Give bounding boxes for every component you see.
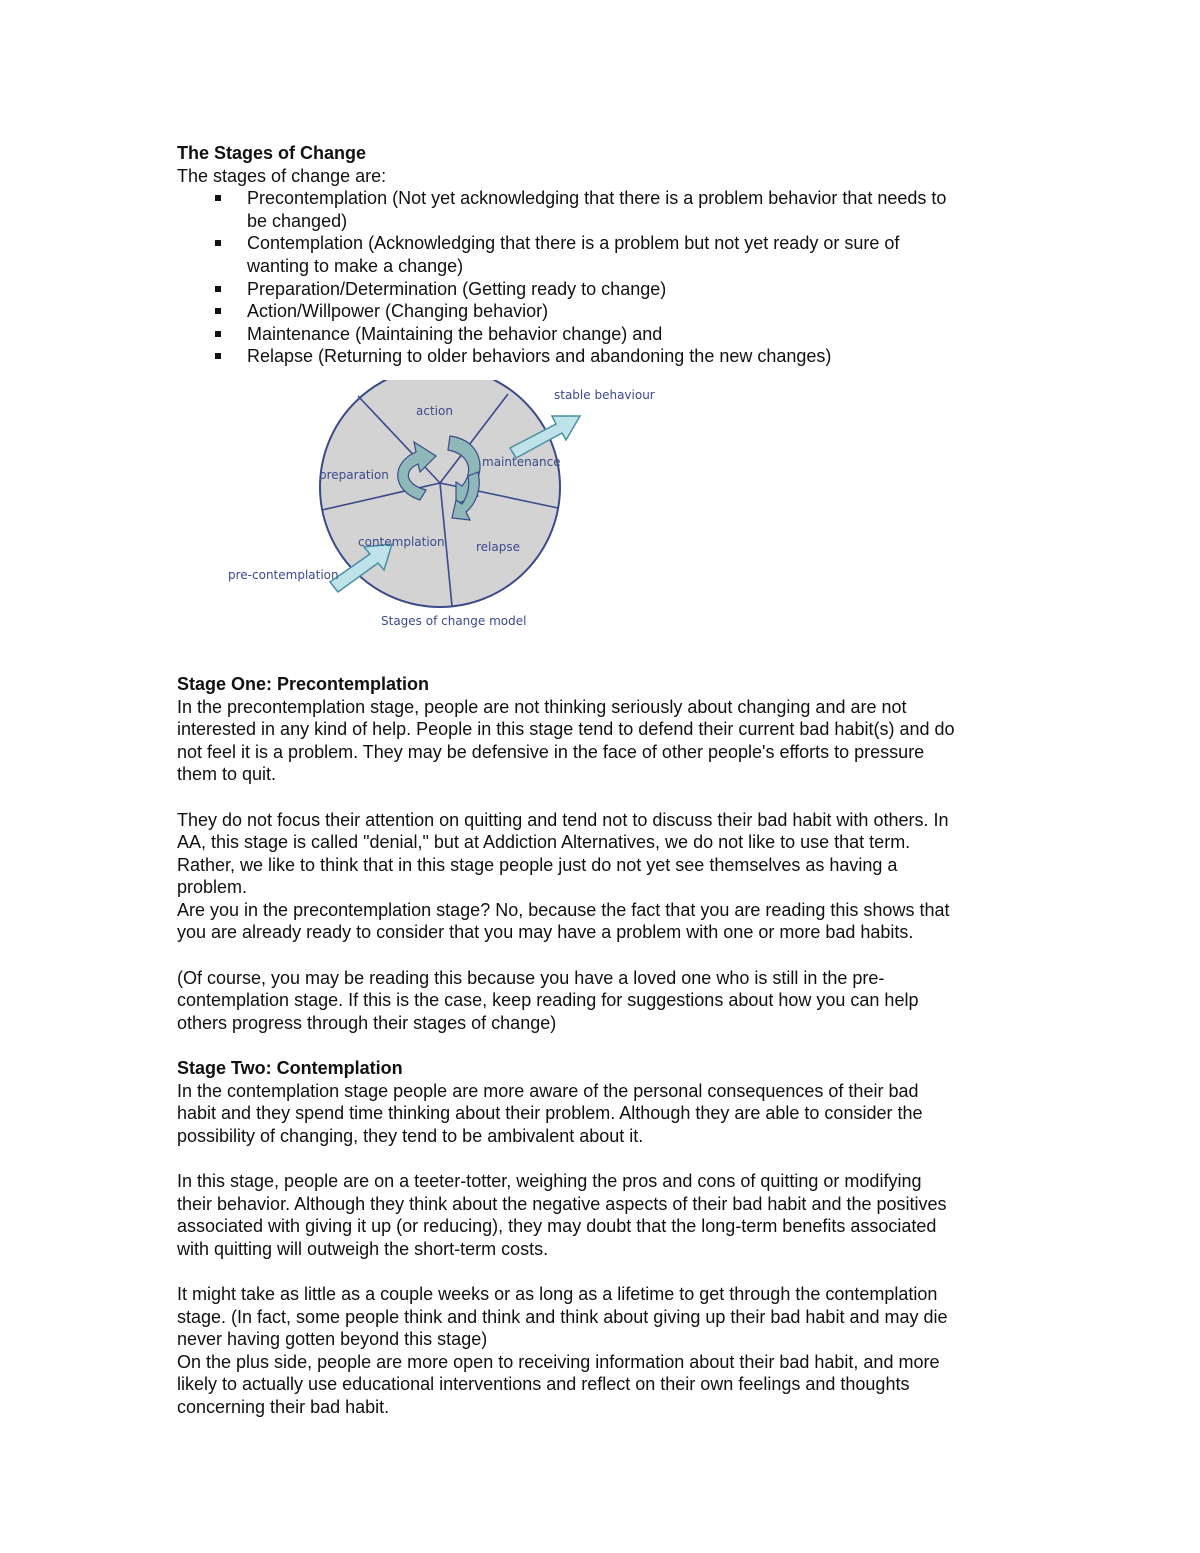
paragraph-line: others progress through their stages of change) [177,1012,557,1033]
section1-heading: Stage One: Precontemplation [177,673,430,694]
paragraph-line: They do not focus their attention on quitting and tend not to discuss their bad habit with others. In [177,809,949,830]
paragraph-gap [177,786,1037,809]
stage-line: Precontemplation (Not yet acknowledging that there is a problem behavior that needs to [247,188,947,209]
pre-contemplation-label: pre-contemplation [228,568,339,582]
document-content [177,142,1037,1419]
paragraph-line: AA, this stage is called "denial," but at Addiction Alternatives, we do not like to use that term. [177,832,911,853]
paragraph-line: likely to actually use educational interventions and reflect on their own feelings and thoughts [177,1374,910,1395]
bullet-icon [215,353,221,359]
paragraph-line: Are you in the precontemplation stage? No, because the fact that you are reading this shows that [177,899,950,920]
bullet-icon [215,308,221,314]
contemplation-label: contemplation [358,535,445,549]
paragraph-line: with quitting will outweigh the short-term costs. [177,1238,549,1259]
paragraph-line: problem. [177,877,248,898]
paragraph-line: concerning their bad habit. [177,1396,390,1417]
paragraph-line: stage. (In fact, some people think and think and think about giving up their bad habit and may die [177,1306,948,1327]
list-item [177,187,1037,232]
intro-text: The stages of change are: [177,165,387,186]
paragraph-line: their behavior. Although they think about the negative aspects of their bad habit and the positives [177,1193,947,1214]
paragraph-line: It might take as little as a couple weeks or as long as a lifetime to get through the contemplation [177,1283,938,1304]
paragraph-line: Rather, we like to think that in this stage people just do not yet see themselves as having a [177,854,898,875]
paragraph-line: In the precontemplation stage, people are not thinking seriously about changing and are not [177,696,907,717]
maintenance-label: maintenance [482,455,561,469]
stage-line: Preparation/Determination (Getting ready to change) [247,278,667,299]
stages-of-change-diagram [220,380,660,630]
paragraph-line: contemplation stage. If this is the case, keep reading for suggestions about how you can help [177,990,919,1011]
paragraph-line: never having gotten beyond this stage) [177,1329,488,1350]
diagram-caption: Stages of change model [381,614,527,628]
paragraph-line: (Of course, you may be reading this because you have a loved one who is still in the pre- [177,967,885,988]
stage-line: Contemplation (Acknowledging that there is a problem but not yet ready or sure of [247,233,900,254]
stage-line: Maintenance (Maintaining the behavior change) and [247,323,663,344]
paragraph-gap [177,1034,1037,1057]
list-item [177,232,1037,277]
bullet-icon [215,240,221,246]
stage-line: Relapse (Returning to older behaviors and abandoning the new changes) [247,346,832,367]
paragraph-line: In this stage, people are on a teeter-totter, weighing the pros and cons of quitting or modifying [177,1171,922,1191]
diagram-svg [220,380,660,630]
document-title: The Stages of Change [177,143,367,163]
stages-list [177,187,1037,368]
paragraph-line: On the plus side, people are more open to receiving information about their bad habit, and more [177,1351,940,1372]
paragraph-line: possibility of changing, they tend to be ambivalent about it. [177,1125,644,1146]
paragraph-line: associated with giving it up (or reducing), they may doubt that the long-term benefits associated [177,1216,937,1237]
stable-behaviour-label: stable behaviour [554,388,655,402]
stage-line: Action/Willpower (Changing behavior) [247,301,549,322]
paragraph-line: you are already ready to consider that you may have a problem with one or more bad habits. [177,922,914,943]
bullet-icon [215,331,221,337]
stage-line: wanting to make a change) [247,255,464,276]
paragraph-gap [177,944,1037,967]
list-item [177,345,1037,368]
paragraph-gap [177,1260,1037,1283]
relapse-label: relapse [476,540,520,554]
list-item [177,323,1037,346]
paragraph-line: them to quit. [177,764,277,785]
paragraph-line: interested in any kind of help. People in this stage tend to defend their current bad habit(s) and do [177,719,955,740]
bullet-icon [215,195,221,201]
stage-line: be changed) [247,210,348,231]
paragraph-gap [177,1147,1037,1170]
bullet-icon [215,286,221,292]
section2-heading: Stage Two: Contemplation [177,1058,403,1079]
list-item [177,278,1037,301]
paragraph-line: In the contemplation stage people are more aware of the personal consequences of their bad [177,1080,919,1101]
paragraph-line: habit and they spend time thinking about their problem. Although they are able to consider the [177,1103,923,1124]
preparation-label: preparation [319,468,389,482]
action-label: action [416,404,453,418]
list-item [177,300,1037,323]
paragraph-line: not feel it is a problem. They may be defensive in the face of other people's efforts to pressure [177,741,925,762]
